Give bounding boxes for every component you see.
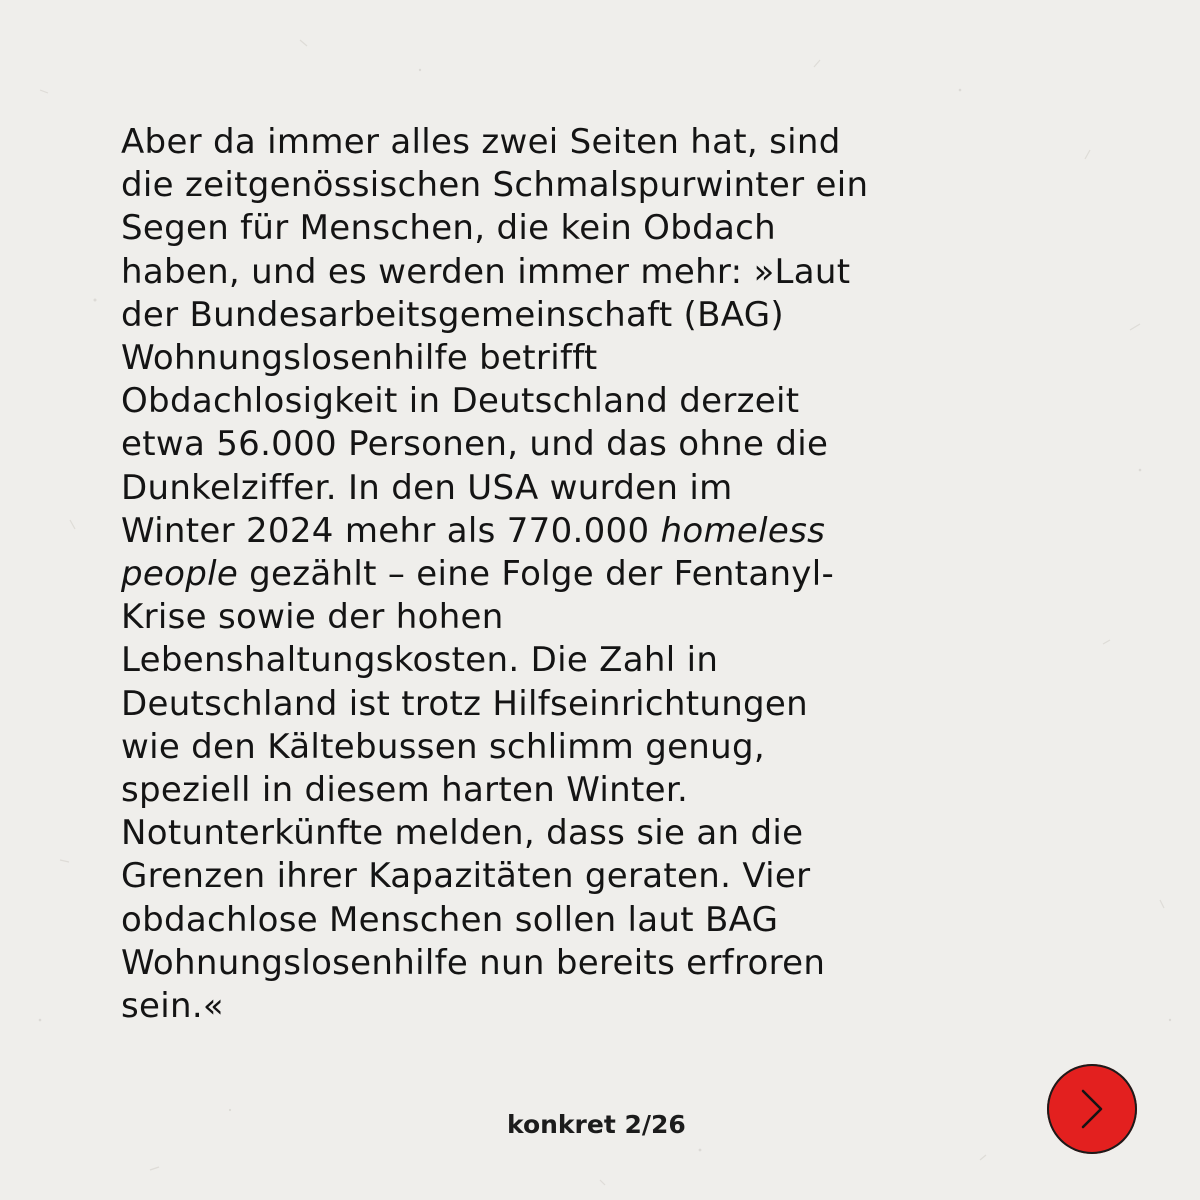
text-line: wie den Kältebussen schlimm genug, [121,726,765,767]
text-line: sein.« [121,986,225,1027]
text-segment: Winter 2024 mehr als 770.000 [121,510,661,551]
text-line: Grenzen ihrer Kapazitäten geraten. Vier [121,856,811,897]
chevron-right-icon [1072,1086,1112,1132]
text-line: Wohnungslosenhilfe betrifft [121,338,598,379]
italic-term: homeless [660,510,826,551]
article-text [121,121,1121,1028]
source-label: konkret 2/26 [507,1110,686,1139]
text-line: der Bundesarbeitsgemeinschaft (BAG) [121,294,784,335]
text-line: haben, und es werden immer mehr: »Laut [121,251,851,292]
text-line-with-italic [121,510,1121,553]
text-segment: gezählt – eine Folge der Fentanyl- [249,554,835,595]
text-line: Segen für Menschen, die kein Obdach [121,208,776,249]
text-line: Dunkelziffer. In den USA wurden im [121,467,733,508]
text-line: Notunterkünfte melden, dass sie an die [121,813,804,854]
text-line: Lebenshaltungskosten. Die Zahl in [121,640,719,681]
text-line: Deutschland ist trotz Hilfseinrichtungen [121,683,809,724]
text-line: obdachlose Menschen sollen laut BAG [121,899,779,940]
text-line: Obdachlosigkeit in Deutschland derzeit [121,381,800,422]
text-line-with-italic [121,553,1121,596]
text-line: die zeitgenössischen Schmalspurwinter ein [121,165,869,206]
text-line: Krise sowie der hohen [121,597,504,638]
text-line: speziell in diesem harten Winter. [121,770,689,811]
text-line: etwa 56.000 Personen, und das ohne die [121,424,829,465]
italic-term: people [121,554,239,595]
text-line: Aber da immer alles zwei Seiten hat, sind [121,122,841,162]
next-slide-button[interactable] [1047,1064,1137,1154]
text-line: Wohnungslosenhilfe nun bereits erfroren [121,942,826,983]
